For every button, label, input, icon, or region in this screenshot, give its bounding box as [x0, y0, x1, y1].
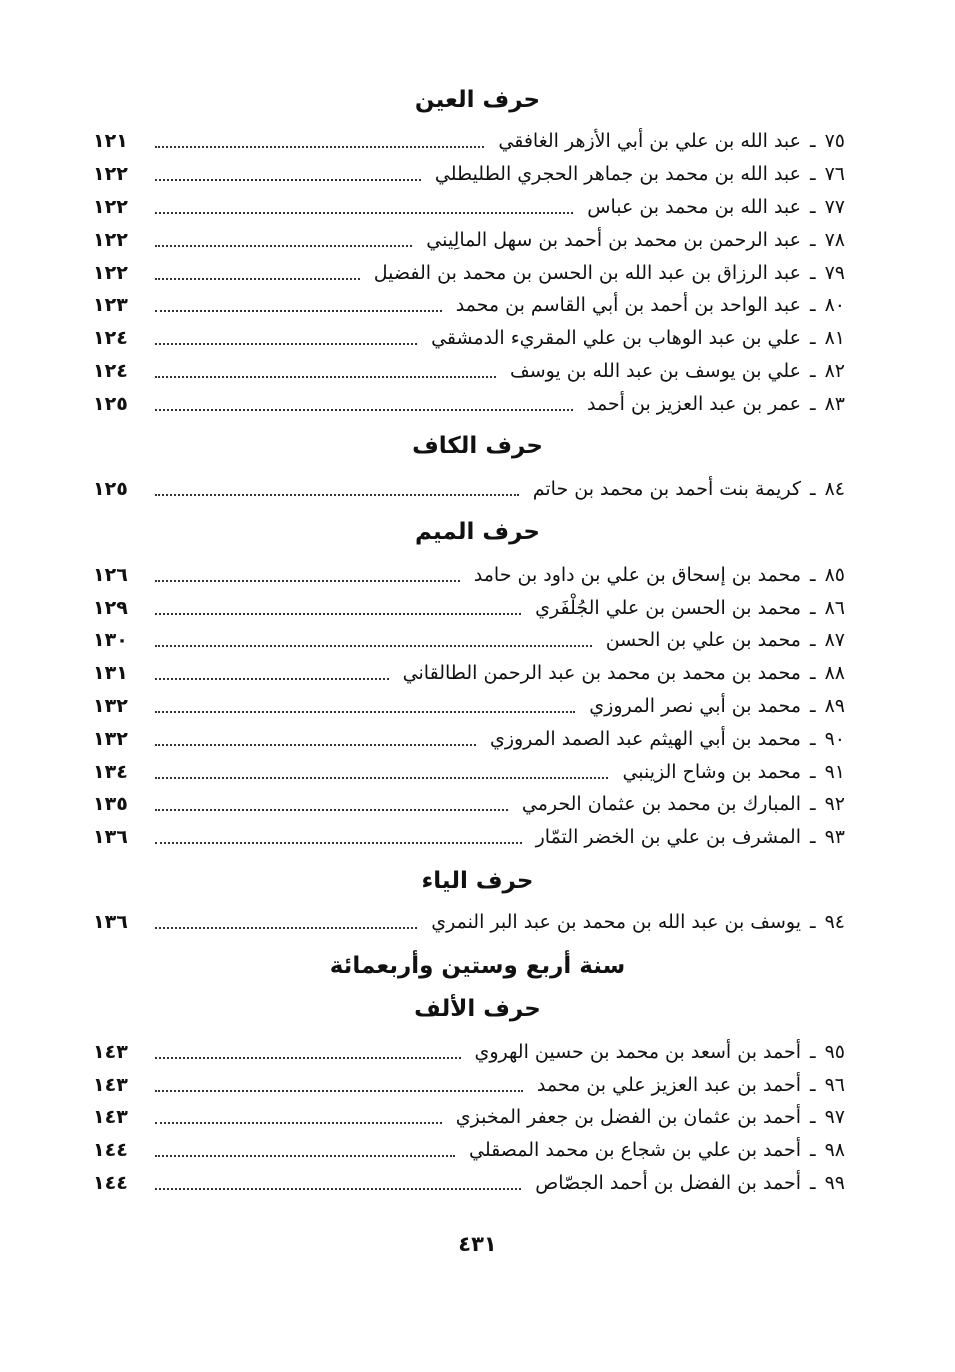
- entry-dash: ـ: [810, 196, 816, 218]
- entry-page: ١٢٢: [93, 262, 128, 284]
- entry-name: أحمد بن علي بن شجاع بن محمد المصقلي: [469, 1139, 801, 1161]
- index-entry: [93, 289, 845, 321]
- entry-number: ٨٦: [824, 597, 845, 619]
- section-heading-mim: حرف الميم: [415, 519, 540, 545]
- entry-name: يوسف بن عبد الله بن محمد بن عبد البر النمري: [431, 911, 801, 933]
- entry-dash: ـ: [810, 163, 816, 185]
- entry-page: ١٢٢: [93, 163, 128, 185]
- dot-leader: [155, 1188, 521, 1190]
- entry-dash: ـ: [810, 327, 816, 349]
- entry-page: ١٣٦: [93, 911, 128, 933]
- entry-number: ٩١: [824, 761, 845, 783]
- entry-page: ١٢١: [93, 130, 128, 152]
- index-entry: [93, 1134, 845, 1166]
- index-entry: [93, 355, 845, 387]
- entry-number: ٧٥: [824, 130, 845, 152]
- dot-leader: [155, 212, 573, 214]
- entry-dash: ـ: [810, 1041, 816, 1063]
- dot-leader: [155, 1090, 523, 1092]
- index-entry: [93, 388, 845, 420]
- entry-number: ٧٨: [824, 229, 845, 251]
- entry-page: ١٢٥: [93, 393, 128, 415]
- entry-number: ٨٤: [824, 478, 845, 500]
- dot-leader: [155, 1122, 442, 1124]
- entry-number: ٨١: [824, 327, 845, 349]
- index-entry: [93, 257, 845, 289]
- index-entry: [93, 1101, 845, 1133]
- dot-leader: [155, 678, 389, 680]
- entry-number: ٩٣: [824, 826, 845, 848]
- entry-name: محمد بن أبي الهيثم عبد الصمد المروزي: [489, 728, 801, 750]
- entry-page: ١٣١: [93, 662, 128, 684]
- entry-page: ١٢٤: [93, 360, 128, 382]
- dot-leader: [155, 409, 573, 411]
- dot-leader: [155, 927, 417, 929]
- entry-name: محمد بن أبي نصر المروزي: [589, 695, 801, 717]
- entry-page: ١٣٢: [93, 728, 128, 750]
- entry-number: ٨٠: [824, 294, 845, 316]
- entry-page: ١٤٣: [93, 1106, 128, 1128]
- entry-number: ٩٤: [824, 911, 845, 933]
- index-entry: [93, 788, 845, 820]
- entry-name: عبد الله بن علي بن أبي الأزهر الغافقي: [498, 130, 801, 152]
- index-entry: [93, 224, 845, 256]
- entry-name: عبد الرزاق بن عبد الله بن الحسن بن محمد بن الفضيل: [373, 262, 801, 284]
- entry-dash: ـ: [810, 911, 816, 933]
- entry-name: محمد بن الحسن بن علي الجُلْفَري: [535, 597, 801, 619]
- entry-number: ٨٩: [824, 695, 845, 717]
- index-entry: [93, 191, 845, 223]
- section-heading-ain: حرف العين: [414, 87, 541, 113]
- entry-page: ١٤٤: [93, 1139, 128, 1161]
- entry-page: ١٢٦: [93, 564, 128, 586]
- entry-page: ١٤٣: [93, 1041, 128, 1063]
- entry-dash: ـ: [810, 761, 816, 783]
- entry-name: محمد بن إسحاق بن علي بن داود بن حامد: [473, 564, 801, 586]
- entry-dash: ـ: [810, 360, 816, 382]
- entry-page: ١٢٩: [93, 597, 128, 619]
- entry-name: كريمة بنت أحمد بن محمد بن حاتم: [532, 478, 801, 500]
- entry-number: ٨٣: [824, 393, 845, 415]
- entry-number: ٩٩: [824, 1172, 845, 1194]
- entry-page: ١٤٤: [93, 1172, 128, 1194]
- entry-dash: ـ: [810, 262, 816, 284]
- dot-leader: [155, 245, 412, 247]
- entry-number: ٨٥: [824, 564, 845, 586]
- entry-dash: ـ: [810, 662, 816, 684]
- dot-leader: [155, 1155, 455, 1157]
- entry-name: أحمد بن الفضل بن أحمد الجصّاص: [535, 1172, 801, 1194]
- index-entry: [93, 756, 845, 788]
- entry-page: ١٣٤: [93, 761, 128, 783]
- section-heading-alif: حرف الألف: [414, 996, 541, 1022]
- entry-name: محمد بن محمد بن محمد بن عبد الرحمن الطالقاني: [402, 662, 801, 684]
- dot-leader: [155, 613, 521, 615]
- entry-name: أحمد بن عثمان بن الفضل بن جعفر المخبزي: [455, 1106, 801, 1128]
- dot-leader: [155, 777, 608, 779]
- entry-page: ١٢٣: [93, 294, 128, 316]
- entry-number: ٩٧: [824, 1106, 845, 1128]
- dot-leader: [155, 278, 360, 280]
- entry-number: ٩٦: [824, 1074, 845, 1096]
- index-entry: [93, 657, 845, 689]
- entry-dash: ـ: [810, 826, 816, 848]
- dot-leader: [155, 842, 522, 844]
- section-heading-ya: حرف الياء: [421, 868, 534, 894]
- index-entry: [93, 624, 845, 656]
- entry-number: ٧٦: [824, 163, 845, 185]
- index-entry: [93, 125, 845, 157]
- entry-name: المشرف بن علي بن الخضر التمّار: [535, 826, 801, 848]
- entry-dash: ـ: [810, 229, 816, 251]
- index-entry: [93, 723, 845, 755]
- dot-leader: [155, 809, 508, 811]
- entry-name: محمد بن وشاح الزينبي: [622, 761, 801, 783]
- entry-number: ٨٨: [824, 662, 845, 684]
- dot-leader: [155, 146, 484, 148]
- entry-number: ٨٢: [824, 360, 845, 382]
- entry-page: ١٢٥: [93, 478, 128, 500]
- entry-dash: ـ: [810, 793, 816, 815]
- entry-dash: ـ: [810, 728, 816, 750]
- entry-number: ٩٢: [824, 793, 845, 815]
- entry-page: ١٤٣: [93, 1074, 128, 1096]
- dot-leader: [155, 376, 496, 378]
- entry-name: محمد بن علي بن الحسن: [605, 629, 801, 651]
- entry-dash: ـ: [810, 294, 816, 316]
- entry-name: عبد الله بن محمد بن جماهر الحجري الطليطلي: [434, 163, 801, 185]
- dot-leader: [155, 343, 417, 345]
- entry-dash: ـ: [810, 130, 816, 152]
- index-entry: [93, 592, 845, 624]
- entry-page: ١٣٢: [93, 695, 128, 717]
- index-entry: [93, 1167, 845, 1199]
- index-entry: [93, 1069, 845, 1101]
- index-entry: [93, 906, 845, 938]
- entry-number: ٧٩: [824, 262, 845, 284]
- entry-name: عبد الله بن محمد بن عباس: [587, 196, 801, 218]
- index-entry: [93, 690, 845, 722]
- entry-name: علي بن عبد الوهاب بن علي المقريء الدمشقي: [431, 327, 801, 349]
- entry-dash: ـ: [810, 629, 816, 651]
- entry-name: أحمد بن عبد العزيز علي بن محمد: [536, 1074, 801, 1096]
- dot-leader: [155, 711, 575, 713]
- entry-dash: ـ: [810, 695, 816, 717]
- entry-page: ١٢٢: [93, 196, 128, 218]
- index-entry: [93, 559, 845, 591]
- entry-name: عبد الرحمن بن محمد بن أحمد بن سهل المالِيني: [426, 229, 801, 251]
- index-entry: [93, 322, 845, 354]
- index-entry: [93, 821, 845, 853]
- dot-leader: [155, 580, 460, 582]
- dot-leader: [155, 310, 442, 312]
- entry-name: أحمد بن أسعد بن محمد بن حسين الهروي: [474, 1041, 801, 1063]
- entry-name: عمر بن عبد العزيز بن أحمد: [586, 393, 801, 415]
- entry-name: المبارك بن محمد بن عثمان الحرمي: [521, 793, 801, 815]
- entry-number: ٨٧: [824, 629, 845, 651]
- dot-leader: [155, 645, 592, 647]
- entry-name: علي بن يوسف بن عبد الله بن يوسف: [510, 360, 801, 382]
- entry-number: ٩٥: [824, 1041, 845, 1063]
- entry-number: ٩٨: [824, 1139, 845, 1161]
- dot-leader: [155, 744, 476, 746]
- index-entry: [93, 158, 845, 190]
- entry-dash: ـ: [810, 1106, 816, 1128]
- entry-dash: ـ: [810, 597, 816, 619]
- year-heading: سنة أربع وستين وأربعمائة: [329, 953, 626, 979]
- entry-dash: ـ: [810, 1172, 816, 1194]
- entry-dash: ـ: [810, 478, 816, 500]
- entry-page: ١٢٢: [93, 229, 128, 251]
- entry-page: ١٣٠: [93, 629, 128, 651]
- section-heading-kaf: حرف الكاف: [412, 433, 543, 459]
- entry-page: ١٣٥: [93, 793, 128, 815]
- entry-page: ١٢٤: [93, 327, 128, 349]
- entry-dash: ـ: [810, 1074, 816, 1096]
- entry-number: ٧٧: [824, 196, 845, 218]
- dot-leader: [155, 494, 519, 496]
- entry-dash: ـ: [810, 393, 816, 415]
- entry-name: عبد الواحد بن أحمد بن أبي القاسم بن محمد: [455, 294, 801, 316]
- index-entry: [93, 1036, 845, 1068]
- index-entry: [93, 473, 845, 505]
- entry-dash: ـ: [810, 1139, 816, 1161]
- entry-dash: ـ: [810, 564, 816, 586]
- dot-leader: [155, 1057, 461, 1059]
- entry-page: ١٣٦: [93, 826, 128, 848]
- page-number: ٤٣١: [458, 1232, 497, 1256]
- dot-leader: [155, 179, 421, 181]
- entry-number: ٩٠: [824, 728, 845, 750]
